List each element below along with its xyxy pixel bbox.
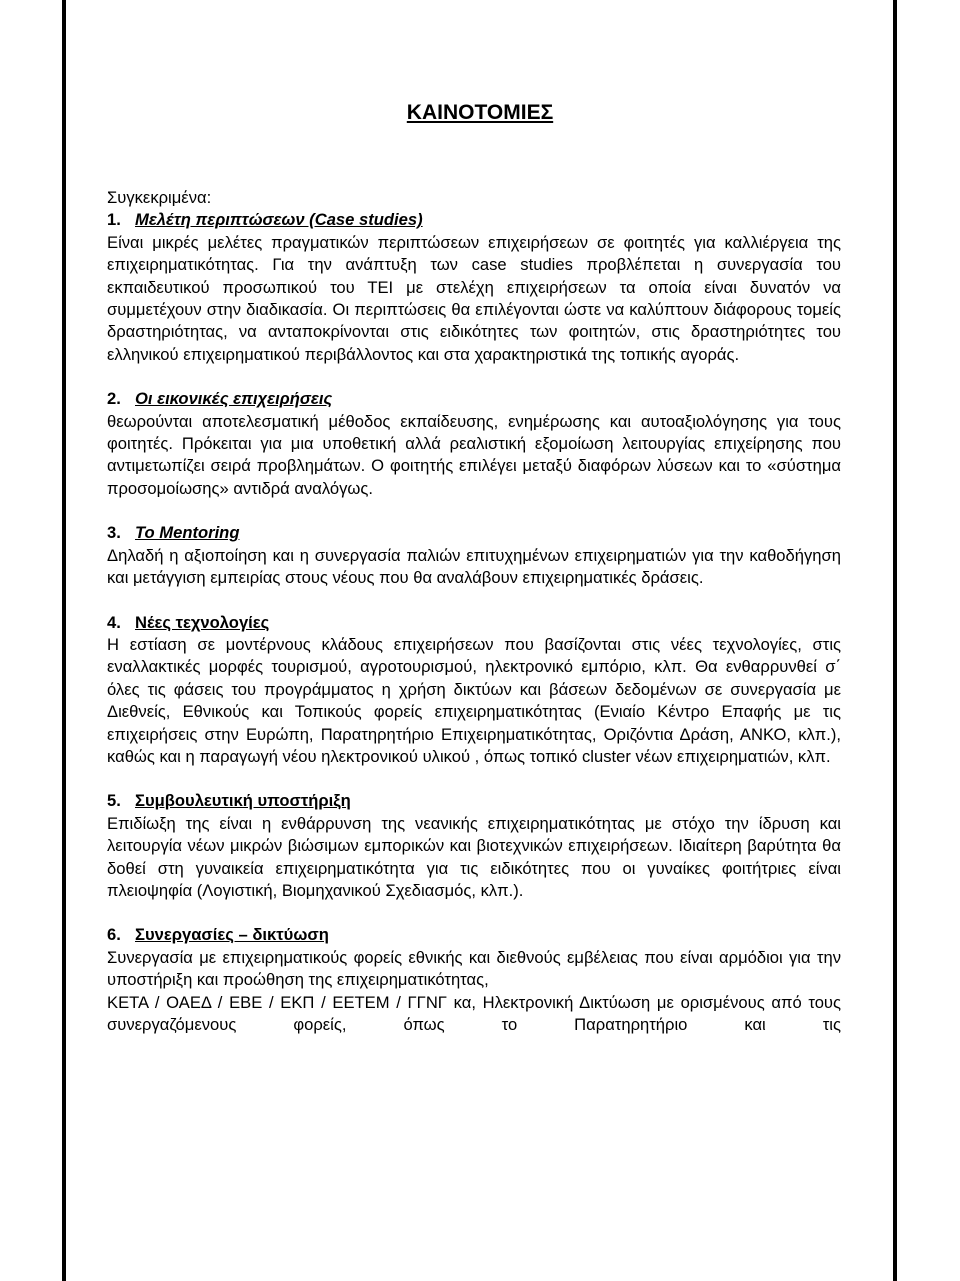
section-new-technologies xyxy=(107,612,841,769)
page-border-left xyxy=(62,0,66,1281)
section-paragraph: Συνεργασία με επιχειρηματικούς φορείς εθνικής και διεθνούς εμβέλειας που είναι αρμόδιοι για την υποστήριξη και προώθηση της επιχειρηματικότητας, xyxy=(107,947,841,990)
section-heading xyxy=(107,612,841,634)
section-heading xyxy=(107,924,841,946)
section-paragraph: Είναι μικρές μελέτες πραγματικών περιπτώσεων επιχειρήσεων σε φοιτητές για καλλιέργεια της επιχειρηματικότητας. Για την ανάπτυξη των case studies προβλέπεται η συνεργασία του εκπαιδευτικού προσωπικού του ΤΕΙ με στελέχη επιχειρήσεων τα οποία είναι δυνατόν να συμμετέχουν στην διαδικασία. Οι περιπτώσεις θα επιλέγονται ώστε να καλύπτουν διάφορους τομείς δραστηριότητας, να ανταποκρίνονται στις ειδικότητες των φοιτητών, στις δραστηριότητες του ελληνικού επιχειρηματικού περιβάλλοντος και στα χαρακτηριστικά της τοπικής αγοράς. xyxy=(107,232,841,364)
section-number: 5. xyxy=(107,791,121,811)
section-number: 6. xyxy=(107,925,121,945)
section-case-studies xyxy=(107,209,841,366)
section-virtual-enterprises xyxy=(107,388,841,500)
section-heading xyxy=(107,522,841,544)
document-body xyxy=(107,187,841,1058)
section-consulting-support xyxy=(107,790,841,902)
section-title: Συμβουλευτική υποστήριξη xyxy=(135,791,351,811)
section-number: 1. xyxy=(107,210,121,230)
section-mentoring xyxy=(107,522,841,589)
document-title: ΚΑΙΝΟΤΟΜΙΕΣ xyxy=(406,101,554,124)
section-paragraph: Επιδίωξη της είναι η ενθάρρυνση της νεανικής επιχειρηματικότητας με στόχο την ίδρυση και λειτουργία νέων μικρών βιώσιμων εμπορικών και βιοτεχνικών επιχειρήσεων. Ιδιαίτερη βαρύτητα θα δοθεί στη γυναικεία επιχειρηματικότητα για τις ειδικότητες που οι γυναίκες φοιτήτριες είναι πλειοψηφία (Λογιστική, Βιομηχανικού Σχεδιασμός, κλπ.). xyxy=(107,813,841,900)
section-paragraph: Η εστίαση σε μοντέρνους κλάδους επιχειρήσεων που βασίζονται στις νέες τεχνολογίες, στις εναλλακτικές μορφές τουρισμού, αγροτουρισμού, ηλεκτρονικό εμπόριο, κλπ. Θα ενθαρρυνθεί σ΄ όλες τις φάσεις του προγράμματος η χρήση δικτύων και βάσεων δεδομένων σε συνεργασία με Διεθνείς, Εθνικούς και Τοπικούς φορείς επιχειρηματικότητας (Ενιαίο Κέντρο Επαφής με τις επιχειρήσεις στην Ευρώπη, Παρατηρητήριο Επιχειρηματικότητας, Οριζόντια Δράση, ΑΝΚΟ, κλπ.), καθώς και η παραγωγή νέου ηλεκτρονικού υλικού , όπως τοπικό cluster νέων επιχειρηματιών, κλπ. xyxy=(107,634,841,766)
section-networking xyxy=(107,924,841,1036)
page-border-right xyxy=(893,0,897,1281)
intro-text: Συγκεκριμένα: xyxy=(107,188,212,207)
section-title: Μελέτη περιπτώσεων (Case studies) xyxy=(135,210,423,230)
section-heading xyxy=(107,790,841,812)
section-number: 2. xyxy=(107,389,121,409)
section-title: Οι εικονικές επιχειρήσεις xyxy=(135,389,333,409)
section-heading xyxy=(107,388,841,410)
section-number: 3. xyxy=(107,523,121,543)
section-title: Το Mentoring xyxy=(135,523,240,543)
section-paragraph: θεωρούνται αποτελεσματική μέθοδος εκπαίδευσης, ενημέρωσης και αυτοαξιολόγησης για τους φοιτητές. Πρόκειται για μια υποθετική αλλά ρεαλιστική εξομοίωση λειτουργίας επιχείρησης που αντιμετωπίζει σειρά προβλημάτων. Ο φοιτητής επιλέγει μεταξύ διαφόρων λύσεων και το «σύστημα προσομοίωσης» αντιδρά αναλόγως. xyxy=(107,411,841,498)
section-heading xyxy=(107,209,841,231)
section-title: Νέες τεχνολογίες xyxy=(135,612,270,632)
section-paragraph: Δηλαδή η αξιοποίηση και η συνεργασία παλιών επιτυχημένων επιχειρηματιών για την καθοδήγηση και μετάγγιση εμπειρίας στους νέους που θα αναλάβουν επιχειρηματικές δράσεις. xyxy=(107,545,841,588)
section-paragraph-continued: ΚΕΤΑ / ΟΑΕΔ / ΕΒΕ / ΕΚΠ / ΕΕΤΕΜ / ΓΓΝΓ κα, Ηλεκτρονική Δικτύωση με ορισμένους από τους συνεργαζόμενους φορείς, όπως το Παρατηρητήριο και τις xyxy=(107,992,841,1034)
section-number: 4. xyxy=(107,612,121,632)
section-title: Συνεργασίες – δικτύωση xyxy=(135,925,329,945)
